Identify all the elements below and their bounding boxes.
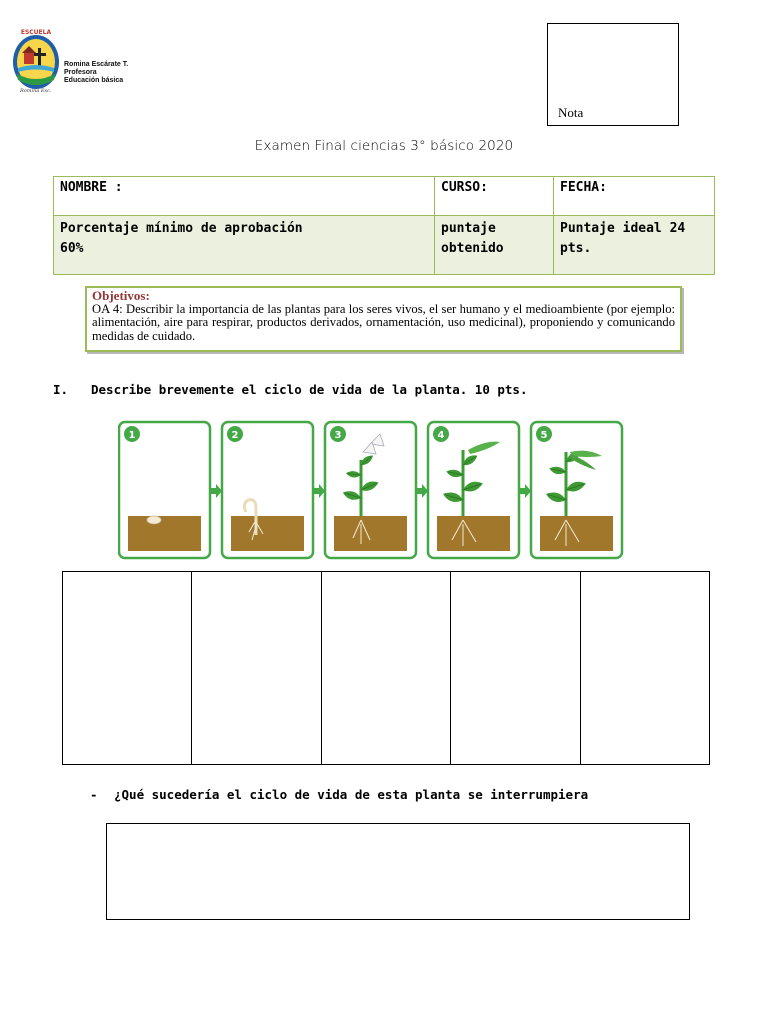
cycle-stage-4 <box>428 422 519 558</box>
plant-life-cycle-illustration <box>118 420 624 560</box>
pass-percentage-label: Porcentaje mínimo de aprobación <box>60 221 303 236</box>
ideal-score-cell <box>554 216 715 275</box>
score-obtained-label: puntaje <box>441 221 496 236</box>
arrow-icon <box>519 484 531 498</box>
name-cell[interactable] <box>54 177 435 216</box>
answer-cell-stage-3[interactable] <box>322 572 451 764</box>
grade-box[interactable] <box>547 23 679 126</box>
arrow-icon <box>210 484 222 498</box>
pass-percentage-value: 60% <box>60 241 84 256</box>
stage-2-number: 2 <box>231 430 239 441</box>
answer-cell-stage-4[interactable] <box>451 572 580 764</box>
stage-1-number: 1 <box>128 430 136 441</box>
objectives-title: Objetivos: <box>92 288 150 303</box>
arrow-icon <box>416 484 428 498</box>
question-2-answer-box[interactable] <box>106 823 690 920</box>
stage-4-number: 4 <box>437 430 445 441</box>
arrow-icon <box>313 484 325 498</box>
question-2 <box>90 787 588 802</box>
name-label: NOMBRE : <box>60 180 123 195</box>
answer-cell-stage-1[interactable] <box>63 572 192 764</box>
cycle-stage-2 <box>222 422 313 558</box>
cycle-answer-grid <box>62 571 710 765</box>
objectives-text: OA 4: Describir la importancia de las plantas para los seres vivos, el ser humano y el medioambiente (por ejemplo: alimentación, aire para respirar, productos derivados, ornamentación, uso medicinal), proponiendo y comunicando medidas de cuidado. <box>92 301 675 343</box>
pass-percentage-cell <box>54 216 435 275</box>
exam-title: Examen Final ciencias 3° básico 2020 <box>254 138 514 154</box>
teacher-subject: Educación básica <box>64 77 124 84</box>
score-obtained-label-2: obtenido <box>441 241 504 256</box>
student-info-table <box>53 176 715 275</box>
date-cell[interactable] <box>554 177 715 216</box>
course-cell[interactable] <box>435 177 554 216</box>
answer-cell-stage-5[interactable] <box>581 572 709 764</box>
teacher-name: Romina Escárate T. <box>64 61 129 68</box>
teacher-role: Profesora <box>64 69 97 76</box>
question-2-text: ¿Qué sucedería el ciclo de vida de esta planta se interrumpiera <box>114 787 589 802</box>
question-1-text: Describe brevemente el ciclo de vida de la planta. 10 pts. <box>91 382 528 397</box>
question-1-number: I. <box>53 382 69 397</box>
stage-3-number: 3 <box>334 430 342 441</box>
stage-5-number: 5 <box>540 430 548 441</box>
answer-cell-stage-2[interactable] <box>192 572 321 764</box>
school-logo <box>10 22 62 94</box>
ideal-score-unit: pts. <box>560 241 592 256</box>
objectives-box <box>85 286 682 352</box>
course-label: CURSO: <box>441 180 488 195</box>
svg-text:ESCUELA: ESCUELA <box>20 29 52 36</box>
cycle-stage-1 <box>119 422 210 558</box>
date-label: FECHA: <box>560 180 607 195</box>
question-2-bullet: - <box>90 787 98 802</box>
cycle-stage-5 <box>531 422 622 558</box>
teacher-info <box>64 61 128 85</box>
cycle-stage-3 <box>325 422 416 558</box>
signature: Romina Esc. <box>20 88 52 94</box>
ideal-score-label: Puntaje ideal 24 <box>560 221 686 236</box>
question-1 <box>53 382 528 397</box>
score-obtained-cell[interactable] <box>435 216 554 275</box>
grade-label: Nota <box>558 105 584 120</box>
